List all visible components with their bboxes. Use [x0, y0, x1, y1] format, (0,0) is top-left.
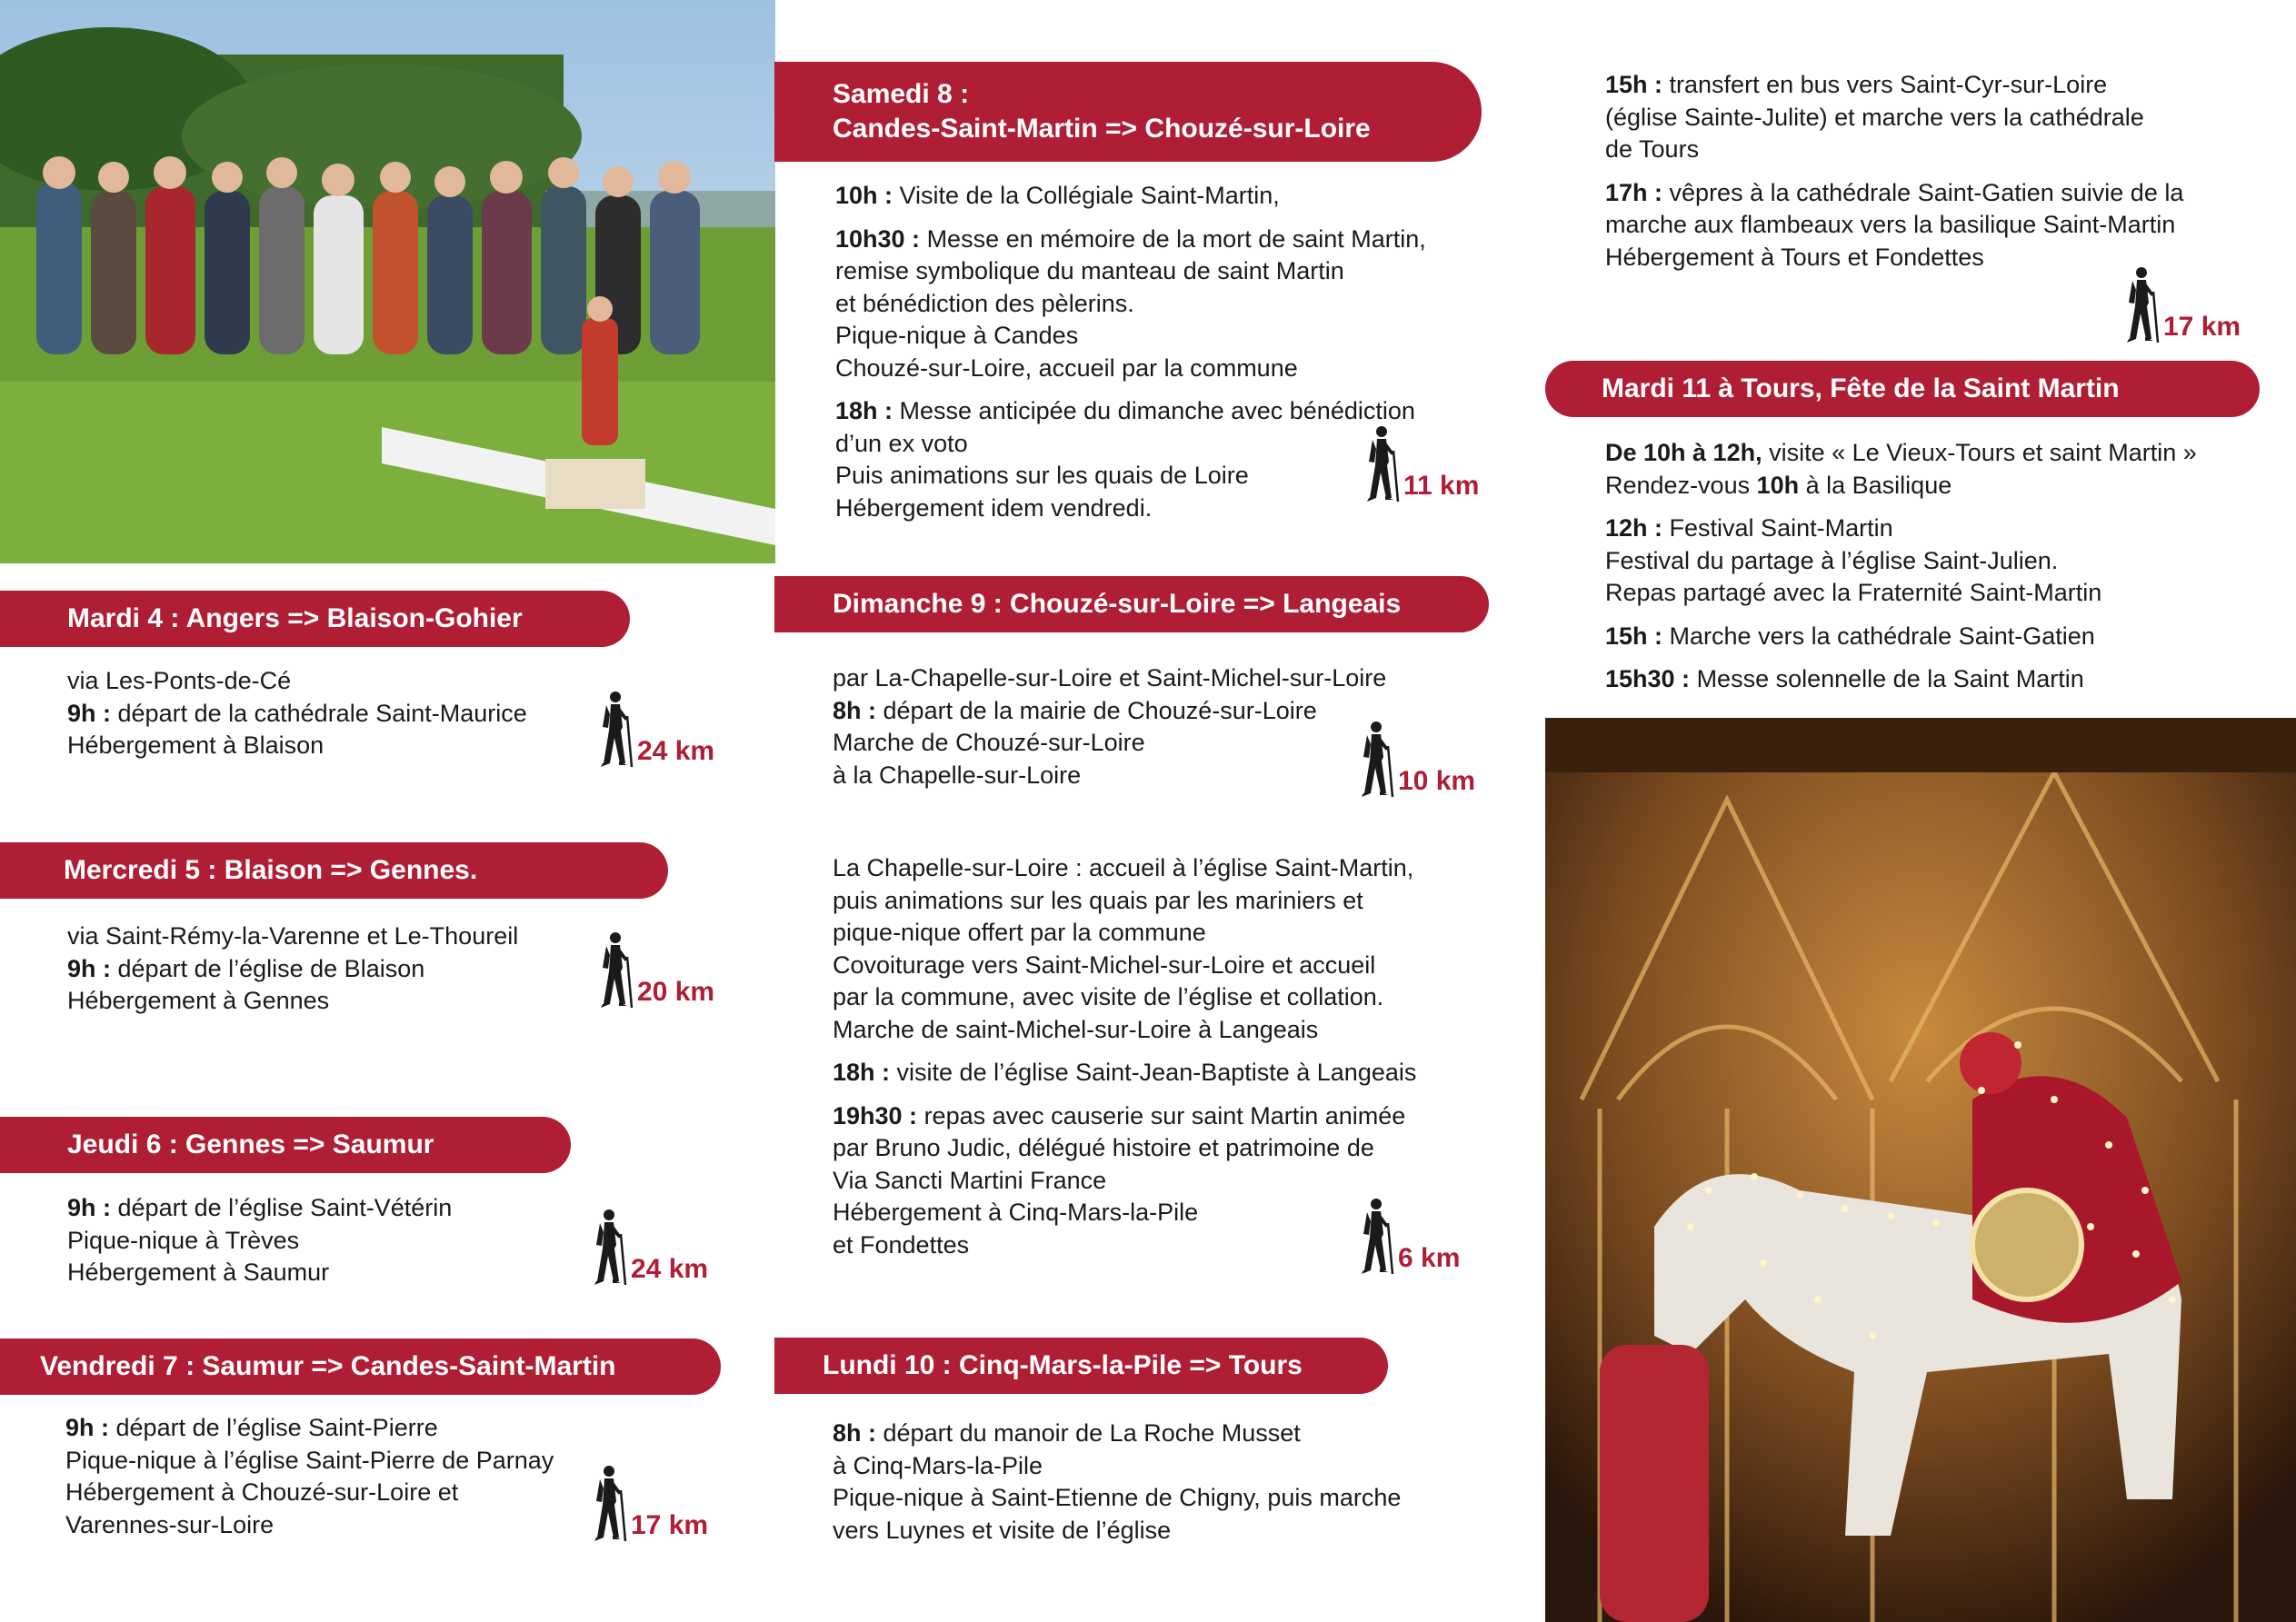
saint-martin-horse-photo	[1545, 718, 2296, 1622]
distance-mercredi-5	[595, 931, 714, 1010]
hiker-icon	[2121, 266, 2161, 344]
distance-jeudi-6	[589, 1209, 708, 1287]
detail-line: d’un ex voto	[835, 429, 968, 457]
day-details-mercredi-5	[67, 920, 518, 1018]
detail-line: 15h : Marche vers la cathédrale Saint-Gatien	[1605, 622, 2095, 650]
detail-line: Marche de saint-Michel-sur-Loire à Langeais	[833, 1015, 1319, 1043]
detail-line: Hébergement à Blaison	[67, 731, 324, 759]
day-title: Mercredi 5 : Blaison => Gennes.	[64, 855, 478, 885]
day-title: Dimanche 9 : Chouzé-sur-Loire => Langeais	[833, 589, 1402, 619]
detail-line: 9h : départ de l’église de Blaison	[67, 954, 425, 982]
detail-line: via Saint-Rémy-la-Varenne et Le-Thoureil	[67, 922, 519, 950]
day-details-jeudi-6	[67, 1192, 452, 1289]
hiker-icon	[595, 691, 635, 769]
detail-line: Hébergement à Gennes	[67, 987, 330, 1014]
day-details-vendredi-7	[65, 1412, 554, 1541]
detail-line: 8h : départ de la mairie de Chouzé-sur-Loire	[833, 696, 1317, 724]
detail-line: Marche de Chouzé-sur-Loire	[833, 729, 1145, 756]
detail-line: via Les-Ponts-de-Cé	[67, 667, 292, 694]
detail-line: Repas partagé avec la Fraternité Saint-Martin	[1605, 579, 2102, 606]
detail-line: 9h : départ de la cathédrale Saint-Maurice	[67, 699, 527, 727]
day-details-lundi-10	[833, 1418, 1401, 1547]
distance-value: 20 km	[637, 977, 715, 1007]
detail-line: La Chapelle-sur-Loire : accueil à l’église Saint-Martin,	[833, 854, 1414, 881]
day-banner-jeudi-6	[0, 1117, 571, 1173]
distance-vendredi-7	[589, 1465, 708, 1543]
distance-dimanche-9b	[1356, 1198, 1460, 1276]
detail-line: Hébergement à Chouzé-sur-Loire et	[65, 1478, 459, 1506]
distance-samedi-8	[1362, 425, 1479, 503]
day-title: Mardi 11 à Tours, Fête de la Saint Martin	[1602, 373, 2120, 403]
detail-line: 18h : visite de l’église Saint-Jean-Baptiste à Langeais	[833, 1059, 1417, 1086]
detail-line: Pique-nique à Saint-Etienne de Chigny, puis marche	[833, 1484, 1402, 1511]
detail-line: 17h : vêpres à la cathédrale Saint-Gatien suivie de la	[1605, 178, 2184, 206]
detail-line: Pique-nique à l’église Saint-Pierre de Parnay	[65, 1446, 554, 1474]
day-title: Lundi 10 : Cinq-Mars-la-Pile => Tours	[823, 1350, 1303, 1380]
detail-line: 8h : départ du manoir de La Roche Musset	[833, 1419, 1301, 1447]
day-title: Jeudi 6 : Gennes => Saumur	[67, 1129, 434, 1159]
day-banner-lundi-10	[774, 1338, 1388, 1394]
detail-line: marche aux flambeaux vers la basilique Saint-Martin	[1605, 211, 2176, 238]
day-banner-samedi-8	[774, 62, 1482, 162]
day-details-mardi-11	[1605, 437, 2197, 696]
detail-line: Covoiturage vers Saint-Michel-sur-Loire et accueil	[833, 950, 1376, 979]
distance-value: 17 km	[631, 1510, 709, 1540]
detail-line: par La-Chapelle-sur-Loire et Saint-Michel-sur-Loire	[833, 664, 1387, 692]
detail-line: (église Sainte-Julite) et marche vers la cathédrale	[1605, 103, 2144, 131]
detail-line: 9h : départ de l’église Saint-Vétérin	[67, 1194, 453, 1221]
day-details-dimanche-9a	[833, 662, 1386, 791]
hiker-icon	[595, 931, 635, 1010]
hiker-icon	[1356, 721, 1396, 799]
day-details-dimanche-9b	[833, 852, 1416, 1261]
detail-line: Puis animations sur les quais de Loire	[835, 462, 1249, 489]
day-banner-dimanche-9	[774, 576, 1489, 632]
detail-line: et Fondettes	[833, 1230, 970, 1259]
detail-line: 15h : transfert en bus vers Saint-Cyr-sur-Loire	[1605, 71, 2108, 98]
distance-mardi-4	[595, 691, 714, 769]
day-details-mardi-4	[67, 665, 527, 762]
day-banner-mardi-11	[1545, 361, 2260, 417]
detail-line: Varennes-sur-Loire	[65, 1510, 275, 1538]
day-details-samedi-8	[835, 180, 1426, 524]
detail-line: Via Sancti Martini France	[833, 1166, 1107, 1194]
hiker-icon	[589, 1209, 629, 1287]
detail-line: et bénédiction des pèlerins.	[835, 289, 1134, 317]
detail-line: à la Chapelle-sur-Loire	[833, 761, 1082, 789]
distance-value: 10 km	[1398, 766, 1476, 796]
day-title-line1: Samedi 8 :	[833, 79, 970, 109]
distance-value: 6 km	[1398, 1243, 1461, 1273]
detail-line: Pique-nique à Trèves	[67, 1226, 300, 1254]
day-title-line2: Candes-Saint-Martin => Chouzé-sur-Loire	[833, 114, 1371, 144]
day-banner-mardi-4	[0, 591, 630, 647]
detail-line: de Tours	[1605, 135, 1700, 163]
distance-value: 17 km	[2163, 312, 2241, 342]
detail-line: De 10h à 12h, visite « Le Vieux-Tours et saint Martin »	[1605, 439, 2197, 466]
detail-line: Chouzé-sur-Loire, accueil par la commune	[835, 353, 1298, 382]
detail-line: Hébergement à Saumur	[67, 1259, 330, 1286]
detail-line: vers Luynes et visite de l’église	[833, 1516, 1172, 1544]
detail-line: Hébergement idem vendredi.	[835, 493, 1153, 522]
distance-lundi-10	[2121, 266, 2241, 344]
hiker-icon	[1356, 1198, 1396, 1276]
detail-line: 10h : Visite de la Collégiale Saint-Martin,	[835, 182, 1280, 209]
day-banner-vendredi-7	[0, 1338, 721, 1395]
detail-line: 19h30 : repas avec causerie sur saint Martin animée	[833, 1101, 1406, 1129]
detail-line: remise symbolique du manteau de saint Martin	[835, 257, 1344, 284]
detail-line: 15h30 : Messe solennelle de la Saint Martin	[1605, 665, 2084, 692]
distance-value: 24 km	[631, 1254, 709, 1284]
detail-line: à Cinq-Mars-la-Pile	[833, 1451, 1043, 1479]
detail-line: 9h : départ de l’église Saint-Pierre	[65, 1414, 438, 1441]
detail-line: Hébergement à Tours et Fondettes	[1605, 243, 1984, 271]
distance-dimanche-9a	[1356, 721, 1475, 799]
day-details-lundi-10-cont	[1605, 69, 2183, 274]
group-photo	[0, 0, 775, 563]
detail-line: Pique-nique à Candes	[835, 322, 1079, 349]
detail-line: par Bruno Judic, délégué histoire et patrimoine de	[833, 1134, 1374, 1161]
detail-line: 12h : Festival Saint-Martin	[1605, 514, 1893, 542]
detail-line: par la commune, avec visite de l’église et collation.	[833, 983, 1384, 1010]
detail-line: puis animations sur les quais par les mariniers et	[833, 886, 1363, 914]
hiker-icon	[1362, 425, 1402, 503]
detail-line: Rendez-vous 10h à la Basilique	[1605, 471, 1952, 499]
day-title: Vendredi 7 : Saumur => Candes-Saint-Martin	[40, 1351, 616, 1381]
distance-value: 24 km	[637, 736, 715, 766]
detail-line: 10h30 : Messe en mémoire de la mort de saint Martin,	[835, 224, 1426, 253]
day-banner-mercredi-5	[0, 842, 668, 899]
detail-line: pique-nique offert par la commune	[833, 919, 1206, 946]
detail-line: 18h : Messe anticipée du dimanche avec bénédiction	[835, 397, 1415, 424]
detail-line: Festival du partage à l’église Saint-Julien.	[1605, 546, 2059, 574]
distance-value: 11 km	[1403, 471, 1480, 501]
day-title: Mardi 4 : Angers => Blaison-Gohier	[67, 603, 523, 633]
detail-line: Hébergement à Cinq-Mars-la-Pile	[833, 1199, 1199, 1226]
hiker-icon	[589, 1465, 629, 1543]
